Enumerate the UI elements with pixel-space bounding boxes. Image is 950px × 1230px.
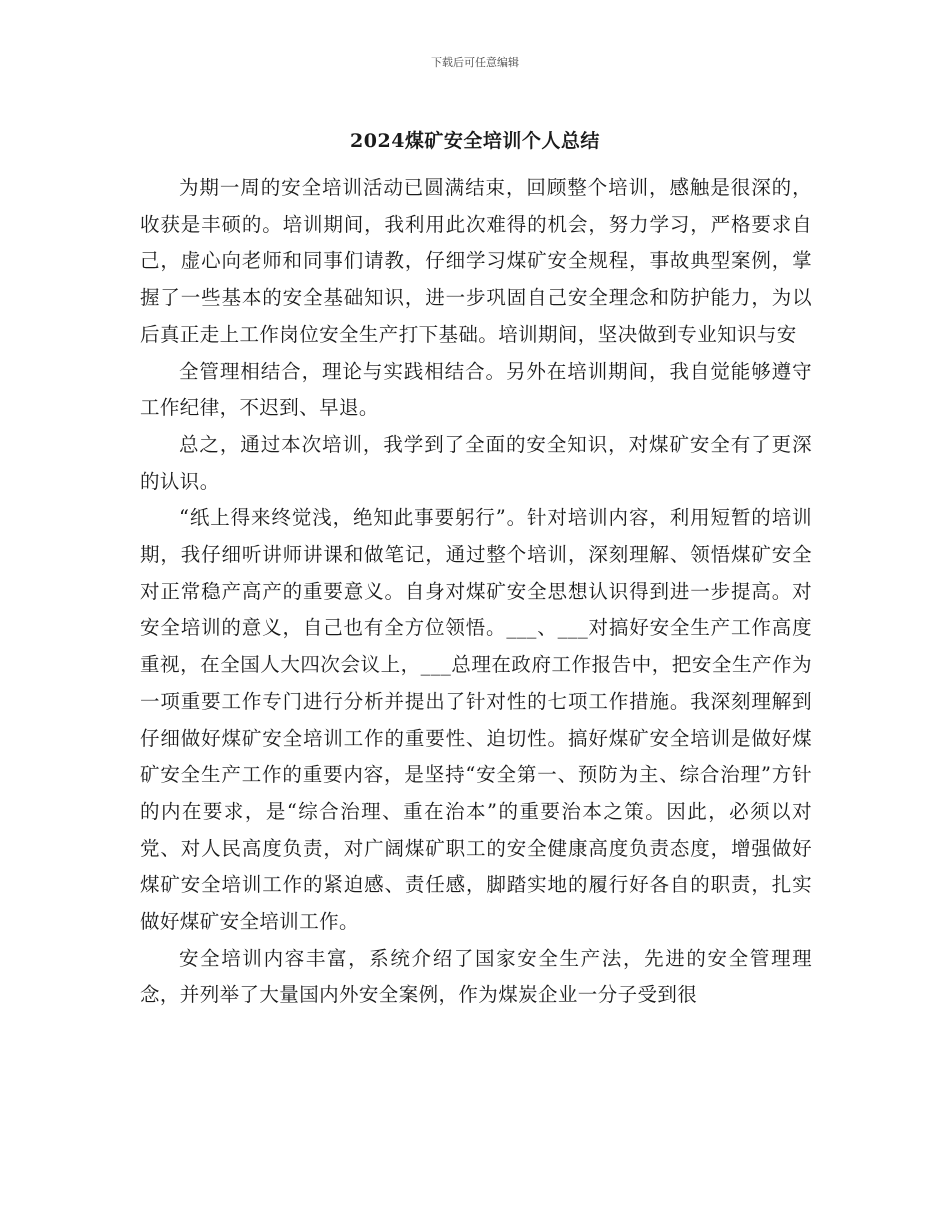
paragraph-4: “纸上得来终觉浅，绝知此事要躬行”。针对培训内容，利用短暂的培训期，我仔细听讲师讲课和做笔记，通过整个培训，深刻理解、领悟煤矿安全对正常稳产高产的重要意义。自身对煤矿安全思想认识得到进一步提高。对安全培训的意义，自己也有全方位领悟。___、___对搞好安全生产工作高度重视，在全国人大四次会议上，___总理在政府工作报告中，把安全生产作为一项重要工作专门进行分析并提出了针对性的七项工作措施。我深刻理解到仔细做好煤矿安全培训工作的重要性、迫切性。搞好煤矿安全培训是做好煤矿安全生产工作的重要内容，是坚持“安全第一、预防为主、综合治理”方针的内在要求，是“综合治理、重在治本”的重要治本之策。因此，必须以对党、对人民高度负责，对广阔煤矿职工的安全健康高度负责态度，增强做好煤矿安全培训工作的紧迫感、责任感，脚踏实地的履行好各自的职责，扎实做好煤矿安全培训工作。 — [140, 506, 812, 934]
document-body — [140, 170, 812, 1014]
paragraph-3: 总之，通过本次培训，我学到了全面的安全知识，对煤矿安全有了更深的认识。 — [140, 432, 812, 493]
header-note: 下载后可任意编辑 — [431, 56, 519, 69]
document-title: 2024煤矿安全培训个人总结 — [350, 130, 600, 152]
paragraph-2: 全管理相结合，理论与实践相结合。另外在培训期间，我自觉能够遵守工作纪律，不迟到、早退。 — [140, 359, 812, 420]
paragraph-1: 为期一周的安全培训活动已圆满结束，回顾整个培训，感触是很深的，收获是丰硕的。培训期间，我利用此次难得的机会，努力学习，严格要求自己，虚心向老师和同事们请教，仔细学习煤矿安全规程，事故典型案例，掌握了一些基本的安全基础知识，进一步巩固自己安全理念和防护能力，为以后真正走上工作岗位安全生产打下基础。培训期间，坚决做到专业知识与安 — [140, 176, 812, 346]
paragraph-5: 安全培训内容丰富，系统介绍了国家安全生产法，先进的安全管理理念，并列举了大量国内外安全案例，作为煤炭企业一分子受到很 — [140, 946, 812, 1007]
